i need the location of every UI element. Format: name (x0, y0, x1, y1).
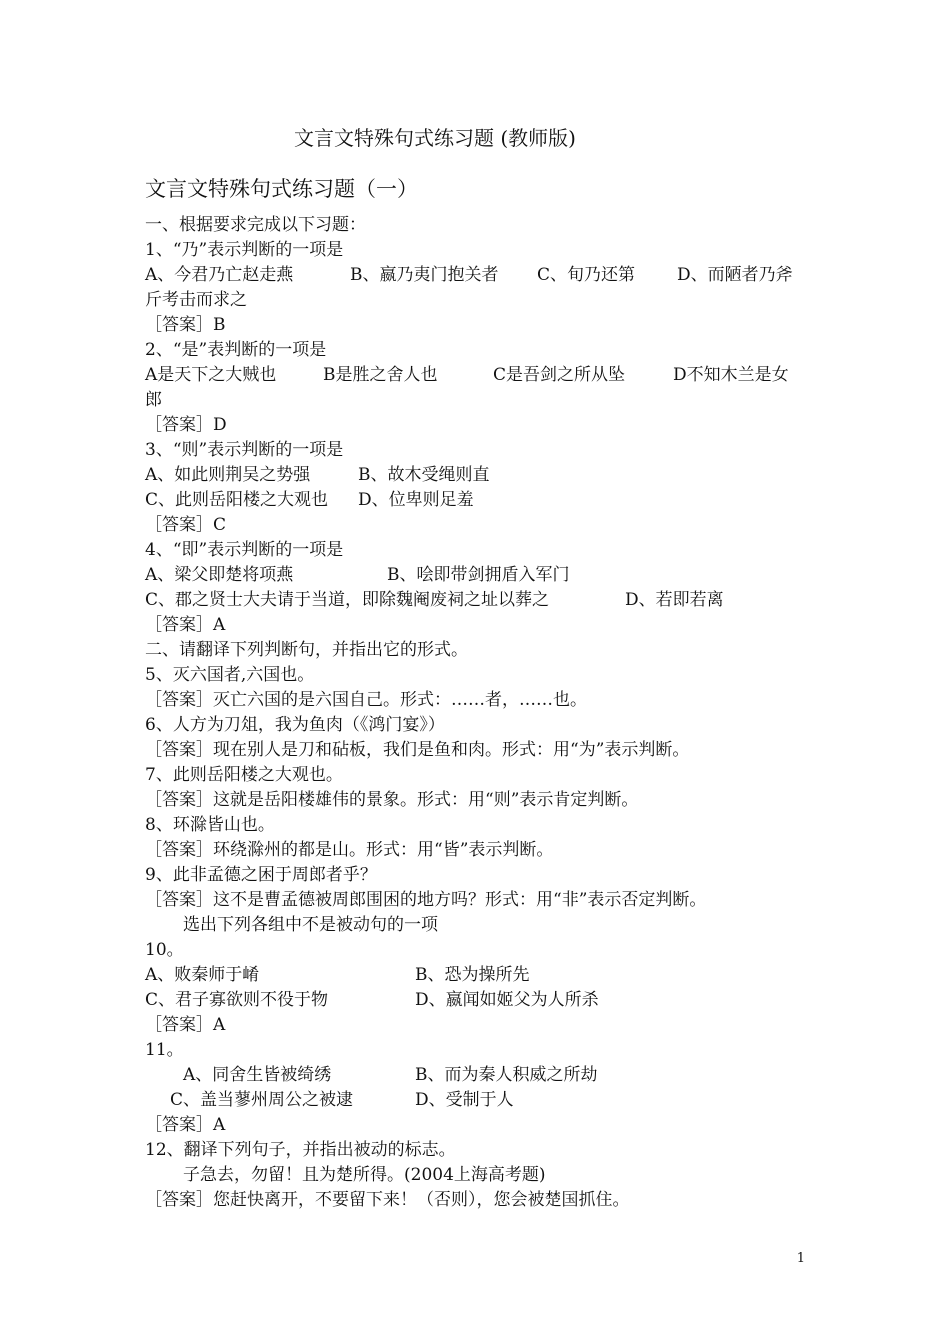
option-a: A、梁父即楚将项燕 (145, 565, 294, 585)
question-1-option-d-continued: 斤考击而求之 (145, 290, 247, 310)
option-a: A、如此则荆吴之势强 (145, 465, 311, 485)
question-8-answer: ［答案］环绕滁州的都是山。形式：用“皆”表示判断。 (145, 840, 554, 860)
option-a: A是天下之大贼也 (145, 365, 277, 385)
option-a: A、今君乃亡赵走燕 (145, 265, 294, 285)
document-subtitle: 文言文特殊句式练习题（一） (145, 177, 418, 201)
option-c: C、旬乃还第 (537, 265, 636, 285)
question-6-answer: ［答案］现在别人是刀和砧板，我们是鱼和肉。形式：用“为”表示判断。 (145, 740, 690, 760)
question-7-answer: ［答案］这就是岳阳楼雄伟的景象。形式：用“则”表示肯定判断。 (145, 790, 639, 810)
option-b: B、而为秦人积威之所劫 (415, 1065, 598, 1085)
document-title: 文言文特殊句式练习题 (教师版) (294, 126, 576, 150)
option-c: C、君子寡欲则不役于物 (145, 990, 329, 1010)
instruction-text: 选出下列各组中不是被动句的一项 (183, 915, 438, 935)
question-2-option-d-continued: 郎 (145, 390, 162, 410)
option-a: A、同舍生皆被绮绣 (183, 1065, 332, 1085)
question-2-stem: 2、“是”表判断的一项是 (145, 340, 327, 360)
question-11-answer: ［答案］A (145, 1115, 226, 1135)
question-2-answer: ［答案］D (145, 415, 227, 435)
question-1-stem: 1、“乃”表示判断的一项是 (145, 240, 344, 260)
question-8-stem: 8、环滁皆山也。 (145, 815, 275, 835)
question-10-answer: ［答案］A (145, 1015, 226, 1035)
question-5-stem: 5、灭六国者,六国也。 (145, 665, 315, 685)
option-d: D不知木兰是女 (673, 365, 789, 385)
option-c: C、此则岳阳楼之大观也 (145, 490, 329, 510)
question-12-sentence: 子急去，勿留！且为楚所得。(2004上海高考题) (183, 1165, 546, 1185)
section-heading-2: 二、请翻译下列判断句，并指出它的形式。 (145, 640, 468, 660)
option-c: C是吾剑之所从坠 (493, 365, 626, 385)
option-b: B是胜之舍人也 (323, 365, 438, 385)
question-3-stem: 3、“则”表示判断的一项是 (145, 440, 344, 460)
question-4-answer: ［答案］A (145, 615, 226, 635)
question-9-answer: ［答案］这不是曹孟德被周郎围困的地方吗？形式：用“非”表示否定判断。 (145, 890, 707, 910)
page-number: 1 (796, 1251, 805, 1266)
question-12-answer: ［答案］您赶快离开，不要留下来！（否则），您会被楚国抓住。 (145, 1190, 630, 1210)
question-1-answer: ［答案］B (145, 315, 226, 335)
option-c: C、盖当蓼州周公之被逮 (170, 1090, 354, 1110)
question-3-answer: ［答案］C (145, 515, 227, 535)
option-d: D、受制于人 (415, 1090, 514, 1110)
option-a: A、败秦师于崤 (145, 965, 260, 985)
option-b: B、恐为操所先 (415, 965, 530, 985)
option-b: B、哙即带剑拥盾入军门 (387, 565, 570, 585)
option-b: B、故木受绳则直 (358, 465, 490, 485)
question-10-stem: 10。 (145, 940, 184, 960)
question-7-stem: 7、此则岳阳楼之大观也。 (145, 765, 343, 785)
option-c: C、郡之贤士大夫请于当道，即除魏阉废祠之址以葬之 (145, 590, 550, 610)
question-6-stem: 6、人方为刀俎，我为鱼肉（《鸿门宴》） (145, 715, 445, 735)
question-4-stem: 4、“即”表示判断的一项是 (145, 540, 344, 560)
question-5-answer: ［答案］灭亡六国的是六国自己。形式：……者，……也。 (145, 690, 587, 710)
option-d: D、嬴闻如姬父为人所杀 (415, 990, 599, 1010)
option-d: D、位卑则足羞 (358, 490, 474, 510)
question-11-stem: 11。 (145, 1040, 184, 1060)
question-12-stem: 12、翻译下列句子，并指出被动的标志。 (145, 1140, 456, 1160)
option-d: D、而陋者乃斧 (677, 265, 793, 285)
section-heading-1: 一、根据要求完成以下习题： (145, 215, 366, 235)
question-9-stem: 9、此非孟德之困于周郎者乎？ (145, 865, 377, 885)
option-b: B、嬴乃夷门抱关者 (350, 265, 499, 285)
option-d: D、若即若离 (625, 590, 724, 610)
